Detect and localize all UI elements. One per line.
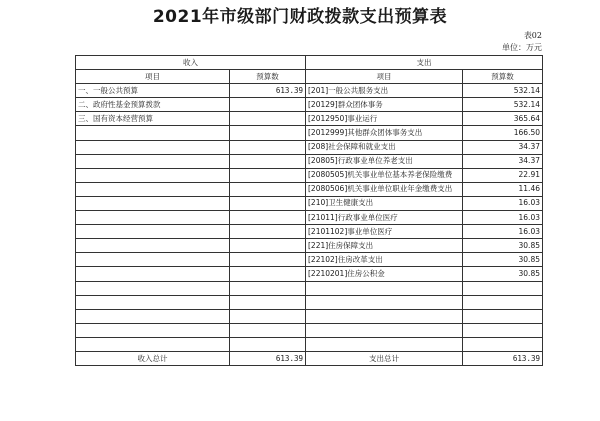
income-value	[230, 295, 306, 309]
income-item-header: 项目	[76, 70, 230, 84]
income-item	[76, 253, 230, 267]
page-title: 2021年市级部门财政拨款支出预算表	[152, 7, 448, 27]
expenditure-value: 22.91	[463, 168, 543, 182]
income-value	[230, 323, 306, 337]
expenditure-budget-header: 预算数	[463, 70, 543, 84]
income-value	[230, 281, 306, 295]
income-value	[230, 112, 306, 126]
expenditure-value: 30.85	[463, 267, 543, 281]
expenditure-item	[306, 337, 463, 351]
expenditure-value	[463, 295, 543, 309]
expenditure-item: [2012950]事业运行	[306, 112, 463, 126]
expenditure-value	[463, 281, 543, 295]
income-item	[76, 295, 230, 309]
table-row	[76, 337, 543, 351]
table-row	[76, 196, 543, 210]
income-item	[76, 168, 230, 182]
income-item	[76, 126, 230, 140]
expenditure-value	[463, 337, 543, 351]
table-row	[76, 126, 543, 140]
table-row	[76, 98, 543, 112]
income-budget-header: 预算数	[230, 70, 306, 84]
table-row	[76, 253, 543, 267]
income-value	[230, 196, 306, 210]
expenditure-item: [201]一般公共服务支出	[306, 84, 463, 98]
table-row	[76, 225, 543, 239]
table-row	[76, 239, 543, 253]
expenditure-value: 34.37	[463, 140, 543, 154]
income-value	[230, 154, 306, 168]
income-total-label: 收入总计	[76, 351, 230, 365]
expenditure-header: 支出	[306, 56, 543, 70]
income-item	[76, 239, 230, 253]
income-item	[76, 182, 230, 196]
expenditure-value	[463, 323, 543, 337]
income-value	[230, 309, 306, 323]
income-item	[76, 211, 230, 225]
income-item	[76, 140, 230, 154]
table-row	[76, 309, 543, 323]
expenditure-value: 532.14	[463, 84, 543, 98]
expenditure-item: [22102]住房改革支出	[306, 253, 463, 267]
unit-label: 单位：万元	[502, 43, 542, 52]
expenditure-value: 34.37	[463, 154, 543, 168]
expenditure-item: [2080506]机关事业单位职业年金缴费支出	[306, 182, 463, 196]
income-item: 三、国有资本经营预算	[76, 112, 230, 126]
table-row	[76, 211, 543, 225]
table-row	[76, 182, 543, 196]
income-item: 一、一般公共预算	[76, 84, 230, 98]
expenditure-item-header: 项目	[306, 70, 463, 84]
income-item	[76, 337, 230, 351]
income-value	[230, 337, 306, 351]
expenditure-item: [210]卫生健康支出	[306, 196, 463, 210]
expenditure-value: 16.03	[463, 225, 543, 239]
table-row	[76, 154, 543, 168]
table-row	[76, 168, 543, 182]
expenditure-item	[306, 281, 463, 295]
income-value: 613.39	[230, 84, 306, 98]
header-row-columns	[76, 70, 543, 84]
expenditure-item: [221]住房保障支出	[306, 239, 463, 253]
income-value	[230, 182, 306, 196]
expenditure-item: [2012999]其他群众团体事务支出	[306, 126, 463, 140]
expenditure-value: 11.46	[463, 182, 543, 196]
budget-table	[75, 55, 543, 366]
income-item	[76, 281, 230, 295]
expenditure-item	[306, 323, 463, 337]
table-row	[76, 323, 543, 337]
table-row	[76, 140, 543, 154]
table-number: 表02	[523, 31, 542, 40]
expenditure-value: 166.50	[463, 126, 543, 140]
expenditure-value	[463, 309, 543, 323]
income-value	[230, 126, 306, 140]
expenditure-item: [20805]行政事业单位养老支出	[306, 154, 463, 168]
income-value	[230, 98, 306, 112]
table-row	[76, 84, 543, 98]
expenditure-item	[306, 295, 463, 309]
table-row	[76, 281, 543, 295]
expenditure-value: 30.85	[463, 253, 543, 267]
income-total-value: 613.39	[230, 351, 306, 365]
income-value	[230, 225, 306, 239]
expenditure-value: 16.03	[463, 211, 543, 225]
header-row-group	[76, 56, 543, 70]
income-value	[230, 253, 306, 267]
table-row	[76, 295, 543, 309]
expenditure-item: [2080505]机关事业单位基本养老保险缴费	[306, 168, 463, 182]
table-row	[76, 112, 543, 126]
expenditure-item: [208]社会保障和就业支出	[306, 140, 463, 154]
income-item	[76, 196, 230, 210]
expenditure-value: 16.03	[463, 196, 543, 210]
expenditure-value: 365.64	[463, 112, 543, 126]
expenditure-total-value: 613.39	[463, 351, 543, 365]
income-item	[76, 267, 230, 281]
expenditure-item	[306, 309, 463, 323]
expenditure-item: [2101102]事业单位医疗	[306, 225, 463, 239]
income-item	[76, 309, 230, 323]
table-row	[76, 267, 543, 281]
expenditure-item: [2210201]住房公积金	[306, 267, 463, 281]
expenditure-total-label: 支出总计	[306, 351, 463, 365]
expenditure-value: 30.85	[463, 239, 543, 253]
income-item	[76, 225, 230, 239]
income-value	[230, 267, 306, 281]
expenditure-value: 532.14	[463, 98, 543, 112]
income-header: 收入	[76, 56, 306, 70]
income-item	[76, 323, 230, 337]
income-value	[230, 239, 306, 253]
income-value	[230, 168, 306, 182]
totals-row	[76, 351, 543, 365]
income-value	[230, 211, 306, 225]
income-item	[76, 154, 230, 168]
income-value	[230, 140, 306, 154]
expenditure-item: [21011]行政事业单位医疗	[306, 211, 463, 225]
income-item: 二、政府性基金预算拨款	[76, 98, 230, 112]
expenditure-item: [20129]群众团体事务	[306, 98, 463, 112]
